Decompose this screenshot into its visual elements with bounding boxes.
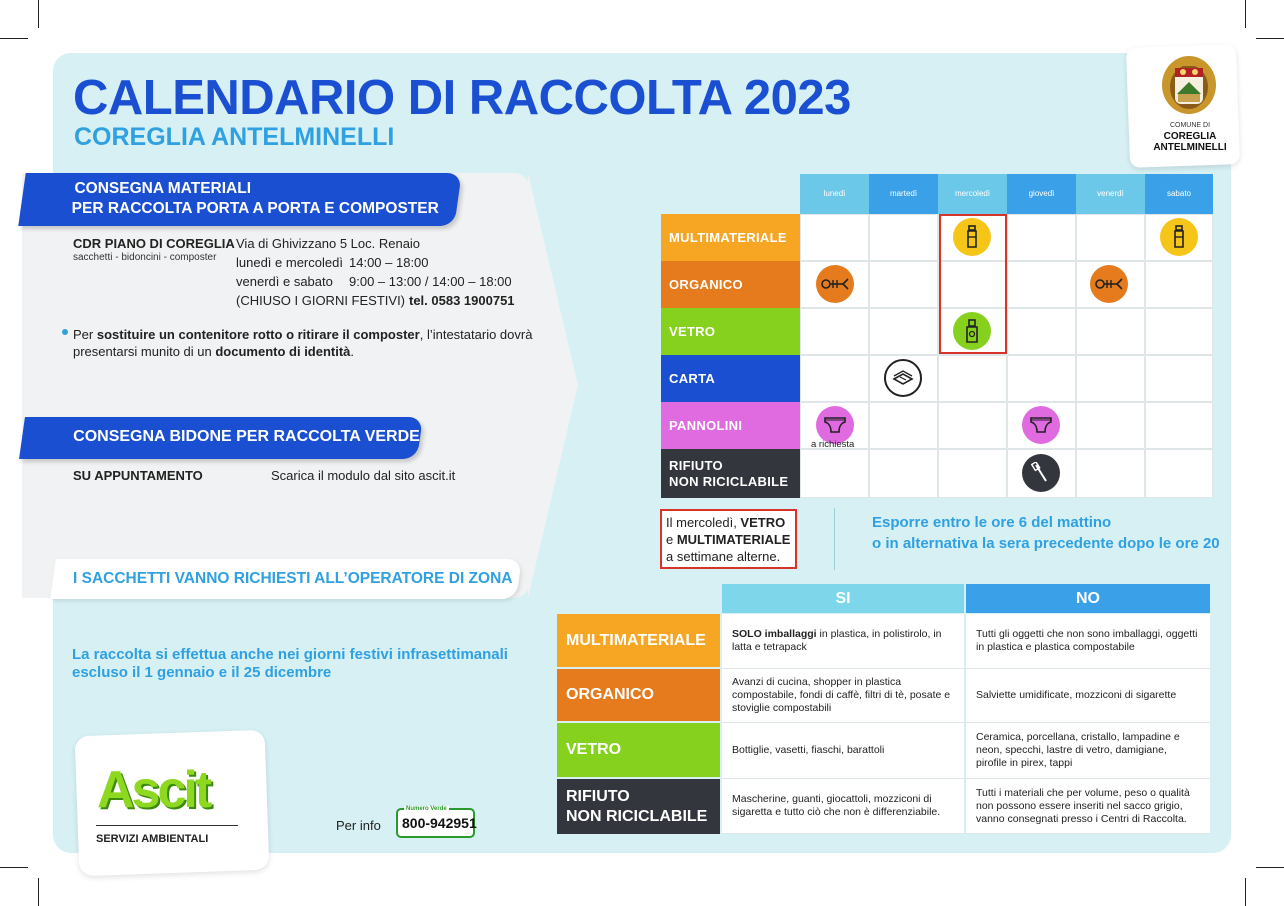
- numero-verde-label: Numero Verde: [406, 806, 447, 812]
- calendar-cell: [1076, 355, 1145, 402]
- row-label-rifiuto: RIFIUTO NON RICICLABILE: [661, 449, 800, 498]
- diaper-icon: [1022, 406, 1060, 444]
- day-header-sabato: sabato: [1145, 174, 1213, 214]
- consegna-materiali-heading: CONSEGNA MATERIALI PER RACCOLTA PORTA A PORTA E COMPOSTER: [18, 173, 461, 226]
- alternate-weeks-note: Il mercoledì, VETRO e MULTIMATERIALE a settimane alterne.: [660, 509, 797, 569]
- calendar-cell: [1076, 308, 1145, 355]
- calendar-cell: [1145, 449, 1213, 498]
- si-header: SI: [722, 584, 964, 613]
- consegna-verde-heading: CONSEGNA BIDONE PER RACCOLTA VERDE: [19, 417, 423, 459]
- a-richiesta-note: a richiesta: [811, 439, 855, 450]
- crop-mark: [0, 867, 28, 868]
- bullet-text-line1: Per sostituire un contenitore rotto o ritirare il composter, l’intestatario dovrà: [73, 327, 533, 342]
- closed-note: (CHIUSO I GIORNI FESTIVI): [236, 293, 406, 308]
- calendar-cell: [1076, 449, 1145, 498]
- download-link[interactable]: Scarica il modulo dal sito ascit.it: [271, 468, 456, 483]
- panel-arrow: [528, 173, 578, 598]
- crop-mark: [1256, 38, 1284, 39]
- calendar-cell: [869, 214, 938, 261]
- page-title: CALENDARIO DI RACCOLTA 2023: [73, 71, 851, 125]
- calendar-cell: [1076, 402, 1145, 449]
- row-label-pannolini: PANNOLINI: [661, 402, 800, 449]
- hours-days-1: lunedì e mercoledì: [236, 255, 343, 270]
- festivi-note: La raccolta si effettua anche nei giorni festivi infrasettimanali escluso il 1 gennaio e il 25 dicembre: [72, 646, 508, 681]
- sino-si-vetro: Bottiglie, vasetti, fiaschi, barattoli: [722, 723, 964, 779]
- calendar-cell: [938, 402, 1007, 449]
- comune-label: COMUNE DI: [1169, 122, 1211, 129]
- bottle-icon: [1160, 218, 1198, 256]
- calendar-cell: [1145, 355, 1213, 402]
- sino-si-rifiuto: Mascherine, guanti, giocattoli, mozziconi di sigaretta e tutto ciò che non è differenziabile.: [722, 779, 964, 834]
- sino-no-organico: Salviette umidificate, mozziconi di sigarette: [966, 669, 1210, 723]
- crest-icon: [1160, 54, 1218, 116]
- esporre-note: Esporre entro le ore 6 del mattino o in alternativa la sera precedente dopo le ore 20: [872, 514, 1220, 552]
- row-label-multimateriale: MULTIMATERIALE: [661, 214, 800, 261]
- appointment-label: SU APPUNTAMENTO: [73, 468, 203, 483]
- row-label-organico: ORGANICO: [661, 261, 800, 308]
- day-header-martedi: martedì: [869, 174, 938, 214]
- day-header-mercoledi: mercoledì: [938, 174, 1007, 214]
- calendar-cell: [1007, 355, 1076, 402]
- hours-time-2: 9:00 – 13:00 / 14:00 – 18:00: [349, 274, 512, 289]
- bullet-icon: [62, 329, 68, 335]
- day-header-venerdi: venerdì: [1076, 174, 1145, 214]
- row-label-carta: CARTA: [661, 355, 800, 402]
- calendar-cell: [800, 214, 869, 261]
- hours-days-2: venerdì e sabato: [236, 274, 333, 289]
- sino-no-multimateriale: Tutti gli oggetti che non sono imballaggi, oggetti in plastica e plastica compostabile: [966, 614, 1210, 669]
- calendar-cell: [1007, 214, 1076, 261]
- fishbone-icon: [1090, 265, 1128, 303]
- paper-stack-icon: [884, 359, 922, 397]
- row-label-vetro: VETRO: [661, 308, 800, 355]
- fishbone-icon: [816, 265, 854, 303]
- no-header: NO: [966, 584, 1210, 613]
- calendar-cell: [1145, 402, 1213, 449]
- cdr-phone: tel. 0583 1900751: [409, 293, 515, 308]
- numero-verde[interactable]: 800-942951: [402, 815, 477, 831]
- per-info-label: Per info: [336, 818, 381, 833]
- calendar-cell: [1076, 214, 1145, 261]
- calendar-cell: [800, 449, 869, 498]
- sino-si-organico: Avanzi di cucina, shopper in plastica compostabile, fondi di caffè, filtri di tè, posate e stoviglie compostabili: [722, 669, 964, 723]
- calendar-cell: [869, 402, 938, 449]
- crop-mark: [38, 878, 39, 906]
- crop-mark: [1245, 0, 1246, 28]
- calendar-cell: [869, 308, 938, 355]
- cdr-address: Via di Ghivizzano 5 Loc. Renaio: [236, 236, 421, 251]
- cdr-items: sacchetti - bidoncini - composter: [73, 252, 217, 263]
- alternate-weeks-highlight: [939, 214, 1007, 354]
- day-header-giovedi: giovedì: [1007, 174, 1076, 214]
- day-header-lunedi: lunedì: [800, 174, 869, 214]
- calendar-cell: [869, 261, 938, 308]
- divider: [96, 825, 238, 826]
- sino-no-rifiuto: Tutti i materiali che per volume, peso o qualità non possono essere inseriti nel sacco grigio, vanno consegnati presso i Centri di Raccolta.: [966, 779, 1210, 834]
- calendar-cell: [938, 355, 1007, 402]
- crop-mark: [0, 38, 28, 39]
- calendar-cell: [938, 449, 1007, 498]
- cdr-name: CDR PIANO DI COREGLIA: [73, 236, 235, 251]
- sacchetti-note: I SACCHETTI VANNO RICHIESTI ALL’OPERATORE DI ZONA: [73, 570, 513, 587]
- crop-mark: [1245, 878, 1246, 906]
- sino-label-rifiuto: RIFIUTO NON RICICLABILE: [557, 779, 720, 834]
- sino-si-multimateriale: SOLO imballaggi in plastica, in polistirolo, in latta e tetrapack: [722, 614, 964, 669]
- sino-no-vetro: Ceramica, porcellana, cristallo, lampadine e neon, specchi, lastre di vetro, damigiane, pirofile in pirex, tappi: [966, 723, 1210, 779]
- calendar-cell: [1007, 261, 1076, 308]
- crop-mark: [1256, 867, 1284, 868]
- divider: [834, 508, 835, 570]
- comune-name: COREGLIA ANTELMINELLI: [1153, 131, 1227, 153]
- sino-label-organico: ORGANICO: [557, 669, 720, 721]
- calendar-cell: [1007, 308, 1076, 355]
- toothbrush-icon: [1022, 454, 1060, 492]
- calendar-cell: [800, 355, 869, 402]
- calendar-cell: [1145, 261, 1213, 308]
- ascit-logo: Ascit: [97, 761, 210, 819]
- calendar-cell: [1145, 308, 1213, 355]
- page-subtitle: COREGLIA ANTELMINELLI: [74, 123, 395, 151]
- calendar-cell: [869, 449, 938, 498]
- sino-label-vetro: VETRO: [557, 723, 720, 777]
- crop-mark: [38, 0, 39, 28]
- ascit-tagline: SERVIZI AMBIENTALI: [96, 833, 209, 845]
- hours-time-1: 14:00 – 18:00: [349, 255, 429, 270]
- sino-label-multimateriale: MULTIMATERIALE: [557, 614, 720, 667]
- calendar-cell: [800, 308, 869, 355]
- bullet-text-line2: presentarsi munito di un documento di identità.: [73, 344, 355, 359]
